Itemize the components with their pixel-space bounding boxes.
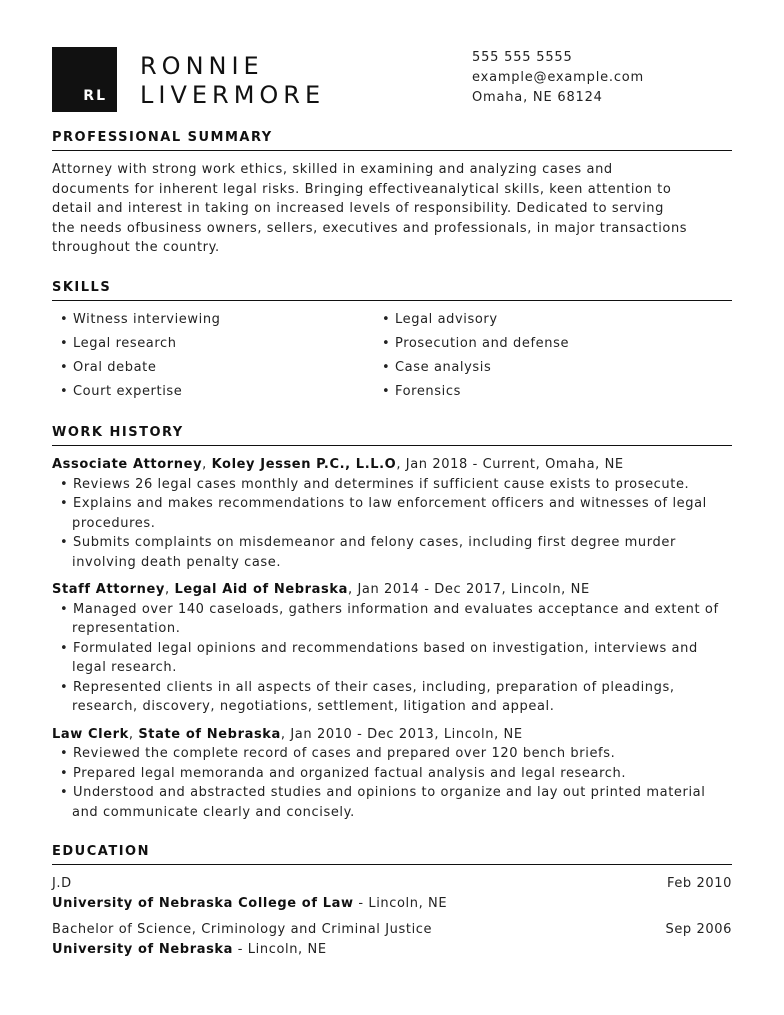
job-bullets xyxy=(52,744,732,822)
summary-line: documents for inherent legal risks. Bringing effectiveanalytical skills, keen attention to xyxy=(52,181,672,197)
email: example@example.com xyxy=(472,70,645,85)
job-bullet: • Understood and abstracted studies and opinions to organize and lay out printed material and communicate clearly and concisely. xyxy=(60,785,706,820)
work-section xyxy=(52,425,732,822)
school-name: University of Nebraska xyxy=(52,941,234,957)
job-separator: , xyxy=(202,457,212,472)
skills-list xyxy=(52,310,732,402)
job-entry xyxy=(52,580,732,717)
job-role: Associate Attorney xyxy=(52,457,203,472)
job-details: , Jan 2010 - Dec 2013, Lincoln, NE xyxy=(280,726,523,742)
skill-item: • Oral debate xyxy=(60,359,157,375)
school-location: - Lincoln, NE xyxy=(353,895,448,911)
degree: Bachelor of Science, Criminology and Criminal Justice xyxy=(52,922,433,937)
skills-title: SKILLS xyxy=(52,280,732,301)
skill-item: • Witness interviewing xyxy=(60,311,221,327)
job-employer: Legal Aid of Nebraska xyxy=(174,582,349,597)
job-bullets xyxy=(52,600,732,717)
skill-item: • Prosecution and defense xyxy=(382,335,570,351)
job-role: Staff Attorney xyxy=(52,582,165,597)
monogram-initials: RL xyxy=(83,88,107,104)
job-bullet: • Submits complaints on misdemeanor and felony cases, including first degree murder involving death penalty case. xyxy=(60,535,676,570)
summary-section xyxy=(52,130,732,258)
job-bullet: • Explains and makes recommendations to law enforcement officers and witnesses of legal procedures. xyxy=(60,496,707,531)
work-title: WORK HISTORY xyxy=(52,425,732,446)
job-bullet: • Prepared legal memoranda and organized factual analysis and legal research. xyxy=(60,765,627,781)
location: Omaha, NE 68124 xyxy=(472,90,603,105)
job-bullet: • Managed over 140 caseloads, gathers information and evaluates acceptance and extent of representation. xyxy=(60,601,719,636)
job-separator: , xyxy=(164,582,175,597)
job-header xyxy=(52,725,732,745)
summary-line: Attorney with strong work ethics, skilled in examining and analyzing cases and xyxy=(52,162,613,177)
job-employer: Koley Jessen P.C., L.L.O xyxy=(211,457,397,472)
job-bullet: • Represented clients in all aspects of their cases, including, preparation of pleadings, research, discovery, negotiations, settlement, litigation and appeal. xyxy=(60,679,675,714)
resume-header xyxy=(52,0,732,130)
skill-item: • Forensics xyxy=(382,383,461,399)
school-name: University of Nebraska College of Law xyxy=(52,895,354,911)
education-date: Sep 2006 xyxy=(665,922,732,937)
first-name: RONNIE xyxy=(140,52,264,80)
job-entry xyxy=(52,725,732,823)
degree: J.D xyxy=(52,876,72,891)
job-header xyxy=(52,580,732,600)
job-header xyxy=(52,455,732,475)
skill-item: • Legal research xyxy=(60,335,177,351)
job-entry xyxy=(52,455,732,572)
job-bullets xyxy=(52,475,732,573)
monogram-logo xyxy=(52,47,117,112)
education-title: EDUCATION xyxy=(52,844,732,865)
skill-item: • Court expertise xyxy=(60,383,183,399)
job-details: , Jan 2014 - Dec 2017, Lincoln, NE xyxy=(348,582,590,597)
job-role: Law Clerk xyxy=(52,726,129,742)
education-section xyxy=(52,844,732,959)
job-bullet: • Reviews 26 legal cases monthly and determines if sufficient cause exists to prosecute. xyxy=(60,476,690,492)
education-entry xyxy=(52,874,732,913)
education-entry xyxy=(52,920,732,959)
phone: 555 555 5555 xyxy=(472,50,573,65)
contact-info xyxy=(472,48,644,108)
school-location: - Lincoln, NE xyxy=(233,941,327,957)
education-date: Feb 2010 xyxy=(666,876,732,891)
last-name: LIVERMORE xyxy=(140,81,326,109)
school-line xyxy=(52,940,732,960)
job-details: , Jan 2018 - Current, Omaha, NE xyxy=(396,457,624,472)
job-bullet: • Reviewed the complete record of cases and prepared over 120 bench briefs. xyxy=(60,746,616,761)
job-bullet: • Formulated legal opinions and recommendations based on investigation, interviews and legal research. xyxy=(60,640,698,675)
school-line xyxy=(52,894,732,914)
candidate-name xyxy=(140,52,325,110)
summary-title: PROFESSIONAL SUMMARY xyxy=(52,130,732,151)
summary-line: detail and interest in taking on increased levels of responsibility. Dedicated to serving xyxy=(52,201,664,216)
resume-page xyxy=(52,0,732,966)
skill-item: • Legal advisory xyxy=(382,311,498,327)
skill-item: • Case analysis xyxy=(382,359,492,375)
skills-section xyxy=(52,280,732,402)
job-separator: , xyxy=(128,726,139,742)
job-employer: State of Nebraska xyxy=(138,726,281,742)
summary-line: throughout the country. xyxy=(52,240,220,255)
summary-line: the needs ofbusiness owners, sellers, executives and professionals, in major transactions xyxy=(52,220,688,236)
summary-text xyxy=(52,160,732,258)
